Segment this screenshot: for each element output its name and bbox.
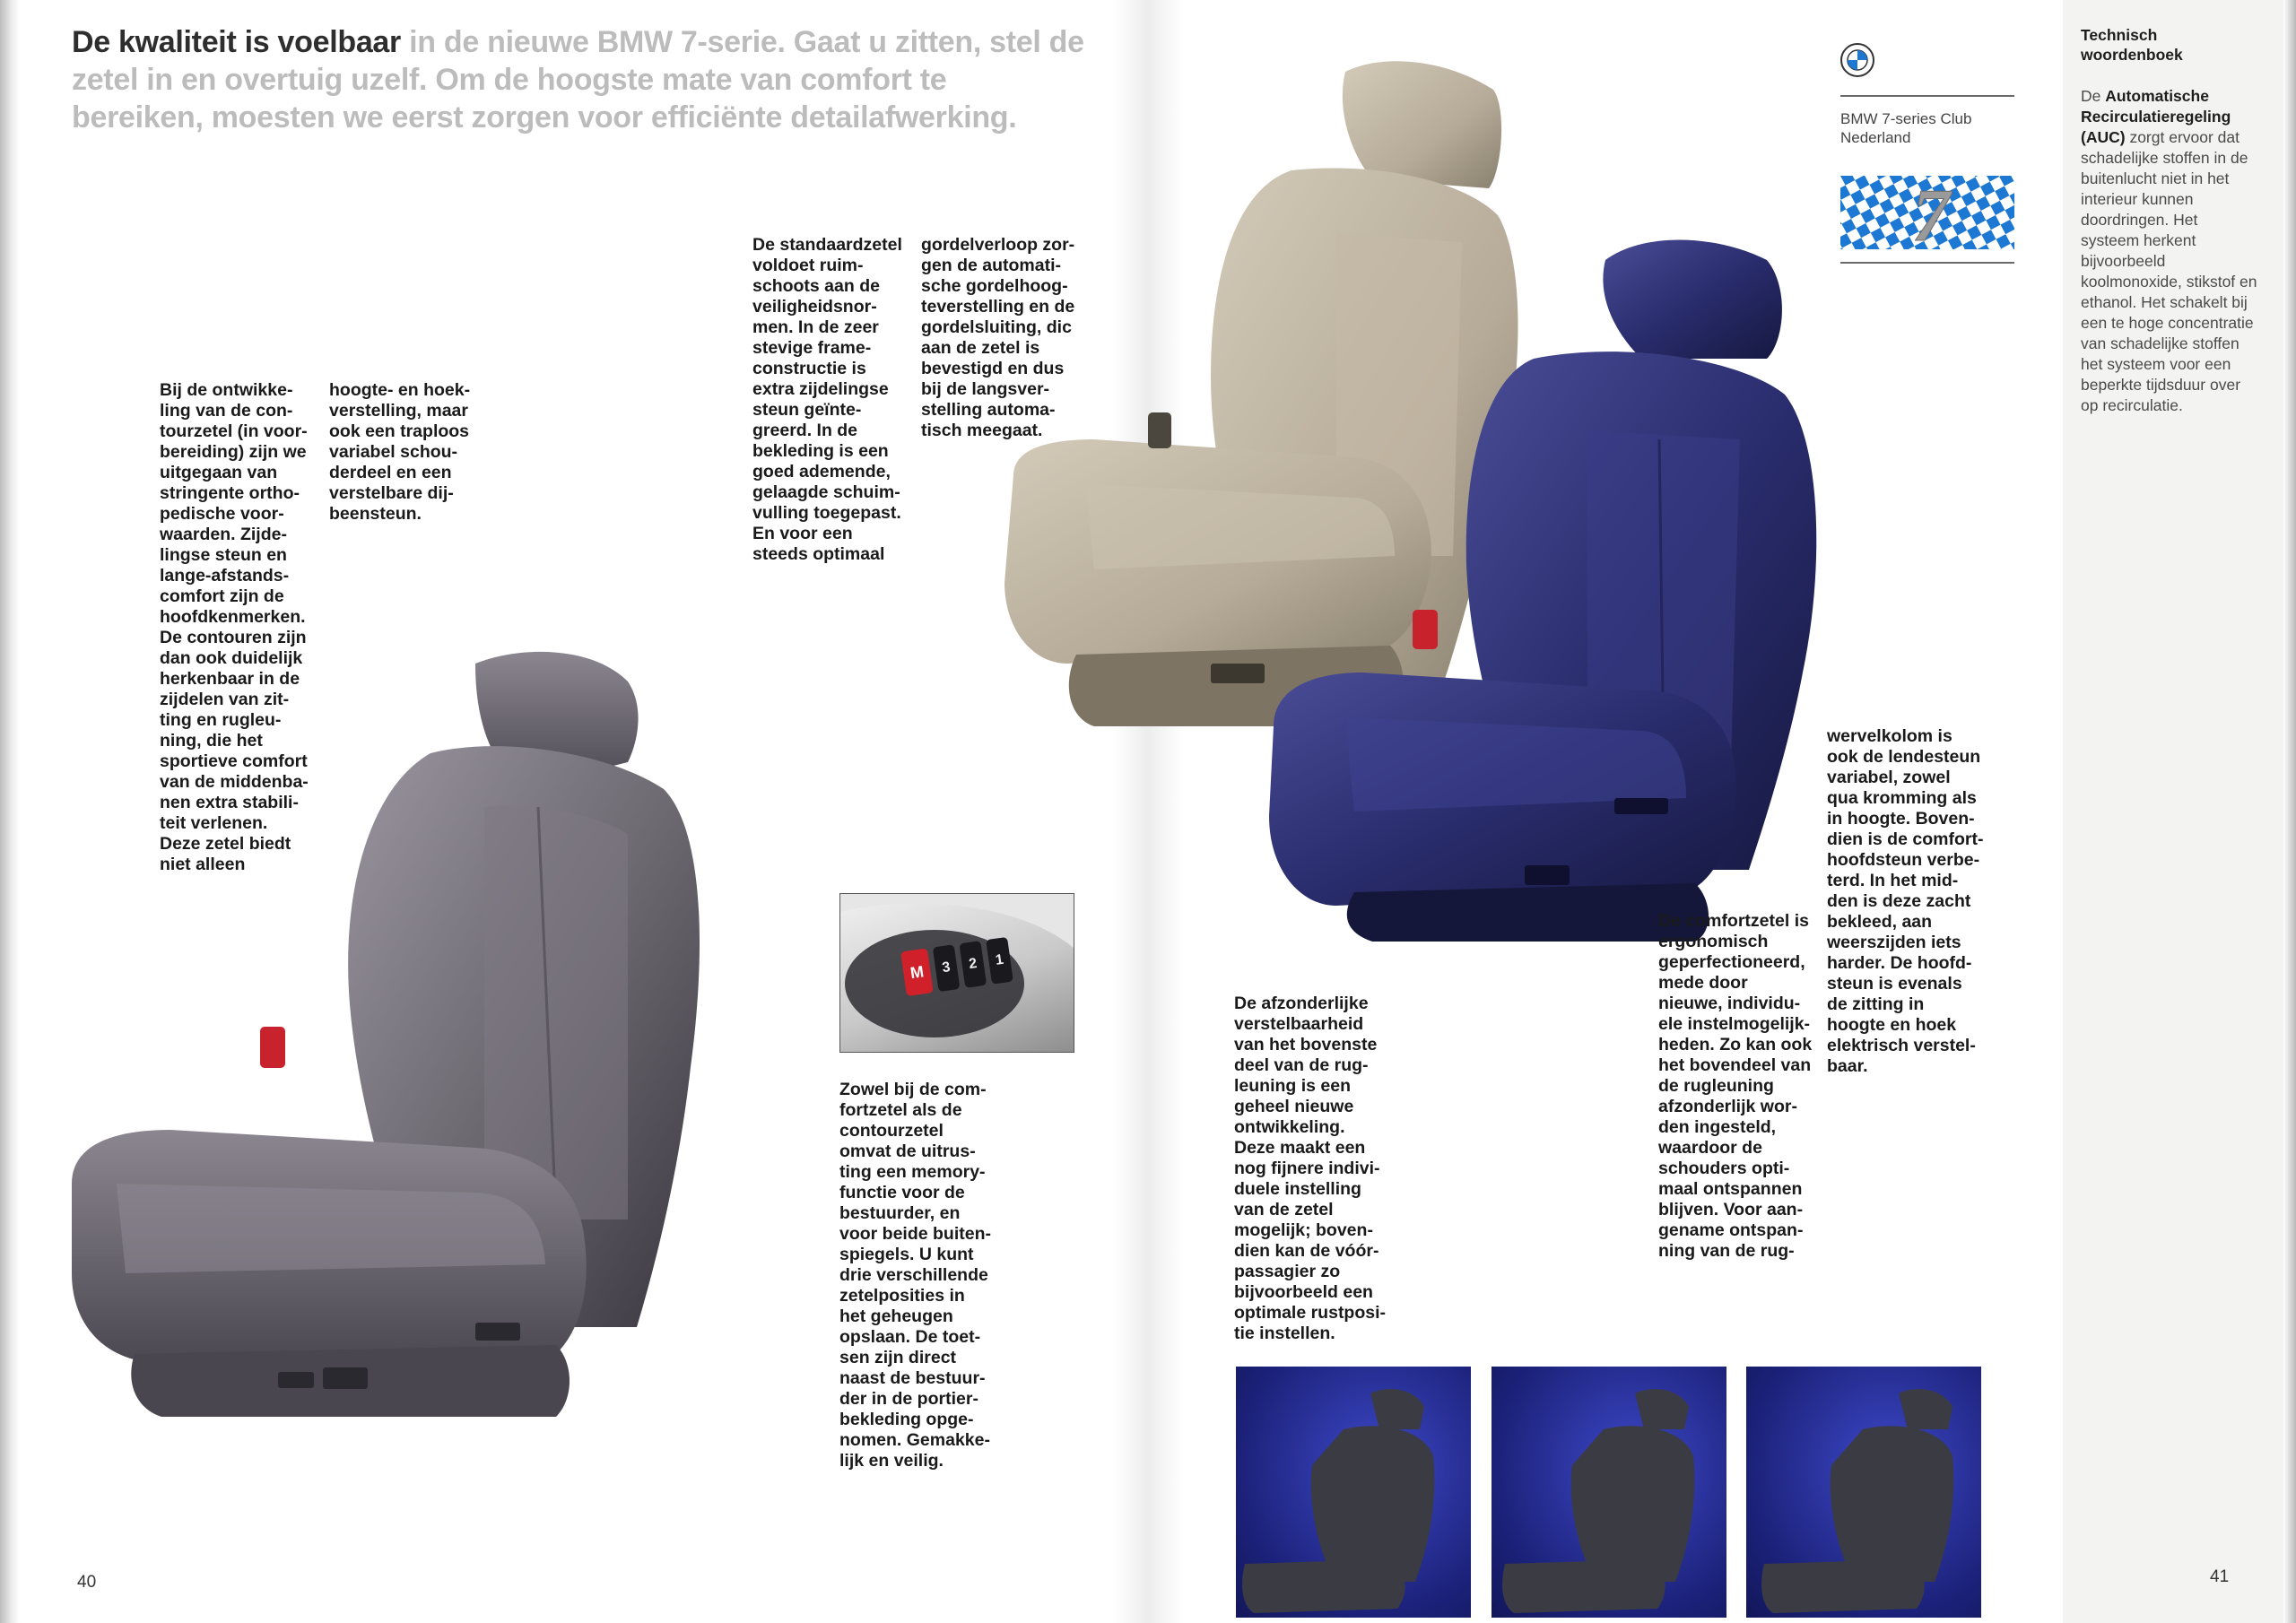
flag-numeral: 7: [1912, 176, 1950, 249]
backrest-text: De afzonderlijke verstelbaarheid van het bovenste deel van de rug- leuning is een geheel nieuwe ontwikkeling. Deze maakt een nog fijnere indivi- duele instelling van de zetel mogelijk; boven- dien kan de vóór- passagier zo bijvoorbeeld een optimale rustposi- tie instellen.: [1234, 994, 1387, 1343]
headline-lead: De kwaliteit is voelbaar: [72, 25, 401, 59]
seat-position-thumb-2: [1492, 1367, 1726, 1618]
memory-button-1[interactable]: 1: [986, 937, 1013, 985]
technical-dictionary-definition: zorgt ervoor dat schadelijke stoffen in de buitenlucht niet in het interieur kunnen doordringen. Het systeem herkent bijvoorbeeld koolmonoxide, stikstof en ethanol. Het schakelt bij een te hoge concentratie van schadelijke stoffen het systeem voor een beperkte tijdsduur over op recirculatie.: [2081, 128, 2257, 414]
memory-buttons-photo: [839, 893, 1074, 1053]
club-rule-top: [1840, 95, 2014, 97]
memory-button-2[interactable]: 2: [959, 941, 987, 988]
seat-belt-buckle-icon: [260, 1027, 285, 1068]
standard-seat-text-col-1: De standaardzetel voldoet ruim- schoots aan de veiligheidsnor- men. In de zeer stevige frame- constructie is extra zijdelingse steun geïnte- greerd. In de bekleding is een goed ademende, gelaagde schuim- vulling toegepast. En voor een steeds optimaal: [752, 235, 902, 564]
right-page-edge: [2283, 0, 2296, 1623]
memory-button-m[interactable]: M: [900, 948, 934, 996]
club-country: Nederland: [1840, 129, 1911, 146]
page-number-right: 41: [2210, 1567, 2230, 1586]
comfort-seat-text-col-1: De comfortzetel is ergonomisch geperfectioneerd, mede door nieuwe, individu- ele instelmogelijk- heden. Zo kan ook het bovendeel van de rugleuning afzonderlijk wor- den ingesteld, waardoor de schouders opti- maal ontspannen blijven. Voor aan- gename ontspan- ning van de rug-: [1658, 911, 1813, 1261]
technical-dictionary-term: Automatische Recirculatieregeling (AUC): [2081, 87, 2231, 146]
club-rule-bottom: [1840, 262, 2014, 264]
contour-seat-photo: [54, 646, 753, 1435]
headline: [72, 23, 1085, 136]
bavarian-flag-logo: [1840, 176, 2014, 249]
club-name: [1840, 109, 1971, 147]
contour-seat-text-col-1: Bij de ontwikke- ling van de con- tourzetel (in voor- bereiding) zijn we uitgegaan van stringente ortho- pedische voor- waarden. Zijde- lingse steun en lange-afstands- comfort zijn de hoofdkenmerken. De contouren zijn dan ook duidelijk herkenbaar in de zijdelen van zit- ting en rugleu- ning, die het sportieve comfort van de middenba- nen extra stabili- teit verlenen. Deze zetel biedt niet alleen: [160, 380, 309, 874]
bmw-roundel-icon: [1840, 43, 1874, 77]
memory-button-3[interactable]: 3: [933, 944, 961, 992]
seat-position-thumb-3: [1746, 1367, 1981, 1618]
memory-function-text: Zowel bij de com- fortzetel als de contourzetel omvat de uitrus- ting een memory- functie voor de bestuurder, en voor beide buiten- spiegels. U kunt drie verschillende zetelposities in het geheugen opslaan. De toet- sen zijn direct naast de bestuur- der in de portier- bekleding opge- nomen. Gemakke- lijk en veilig.: [839, 1080, 992, 1471]
left-page-edge: [0, 0, 20, 1623]
comfort-seat-photo: [1265, 224, 1857, 942]
standard-seat-text-col-2: gordelverloop zor- gen de automati- sche gordelhoog- teverstelling en de gordelsluiting, dic aan de zetel is bevestigd en dus bij de langsver- stelling automa- tisch meegaat.: [921, 235, 1075, 440]
page-number-left: 40: [77, 1573, 97, 1592]
technical-dictionary-body: [2081, 86, 2260, 416]
club-name-title: BMW 7-series Club: [1840, 110, 1972, 127]
headline-rest: in de nieuwe BMW 7-serie. Gaat u zitten, stel de zetel in en overtuig uzelf. Om de hoogste mate van comfort te bereiken, moesten we eerst zorgen voor efficiënte detailafwerking.: [72, 25, 1084, 135]
technical-dictionary-prefix: De: [2081, 87, 2106, 105]
seat-position-thumb-1: [1236, 1367, 1471, 1618]
comfort-seat-buckle-icon: [1413, 610, 1438, 649]
technical-dictionary-title: Technisch woordenboek: [2081, 26, 2183, 64]
contour-seat-text-col-2: hoogte- en hoek- verstelling, maar ook een traploos variabel schou- derdeel en een verstelbare dij- beensteun.: [329, 380, 471, 524]
comfort-seat-text-col-2: wervelkolom is ook de lendesteun variabel, zowel qua kromming als in hoogte. Boven- dien is de comfort- hoofdsteun verbe- terd. In het mid- den is deze zacht bekleed, aan weerszijden iets harder. De hoofd- steun is evenals de zitting in hoogte en hoek elektrisch verstel- baar.: [1827, 726, 1984, 1076]
